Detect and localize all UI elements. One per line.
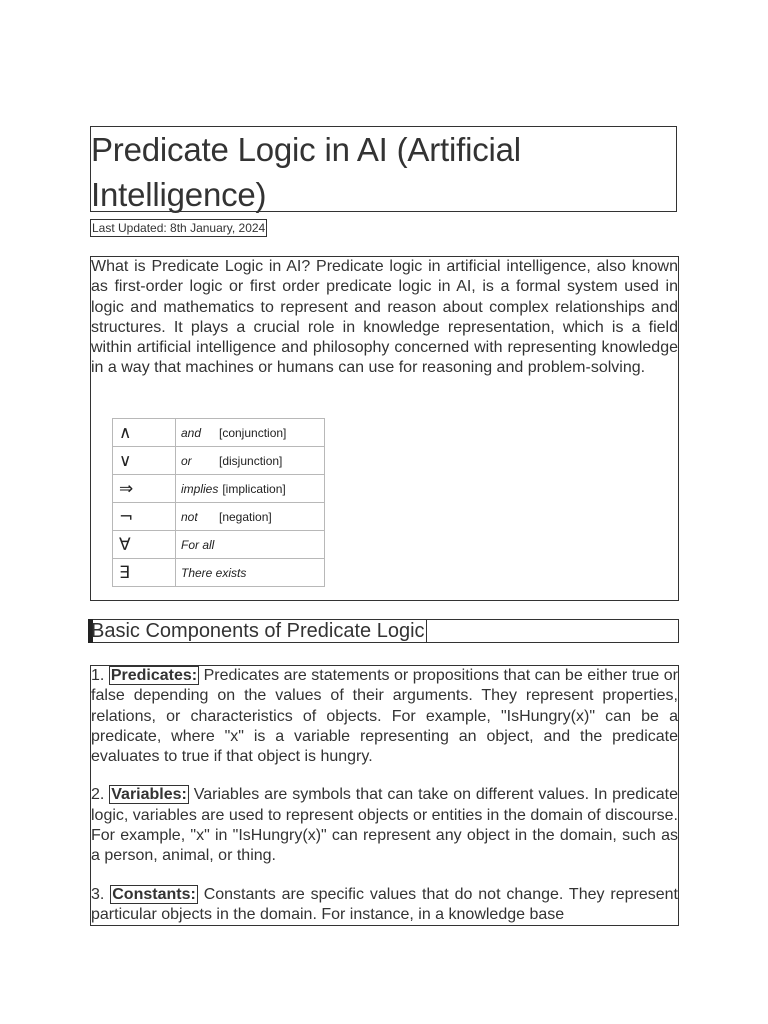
components-block [90, 665, 679, 926]
component-paragraph [91, 785, 678, 866]
operator-symbol: ¬ [113, 503, 176, 531]
page-title: Predicate Logic in AI (Artificial Intelligence) [91, 131, 521, 213]
section-heading: Basic Components of Predicate Logic [91, 620, 425, 642]
component-paragraph [91, 885, 678, 926]
operator-symbol: ∨ [113, 447, 176, 475]
table-row [113, 419, 325, 447]
operator-word: implies [181, 481, 219, 496]
component-text: Predicates are statements or propositions that can be either true or false depending on the values of their arguments. They represent properties, relations, or characteristics of objects. For example, "IsHungry(x)" can be a predicate, where "x" is a variable representing an object, and the predicate evaluates to true if that object is hungry. [91, 667, 678, 766]
operator-meaning: [conjunction] [219, 425, 287, 440]
operator-word: not [181, 509, 198, 524]
section-heading-block [90, 619, 679, 643]
operator-description [176, 531, 325, 559]
table-row [113, 559, 325, 587]
component-term: Variables: [111, 786, 187, 804]
operator-word: There exists [181, 565, 247, 580]
operator-word: and [181, 425, 202, 440]
operator-symbol: ∧ [113, 419, 176, 447]
table-row [113, 447, 325, 475]
component-text: Constants are specific values that do not change. They represent particular objects in the domain. For instance, in a knowledge base [91, 885, 678, 923]
component-term: Constants: [112, 885, 196, 903]
operator-word: or [181, 453, 192, 468]
table-row [113, 475, 325, 503]
component-number: 3. [91, 885, 105, 903]
component-text: Variables are symbols that can take on different values. In predicate logic, variables are used to represent objects or entities in the domain of discourse. For example, "x" in "IsHungry(x)" can represent any object in the domain, such as a person, animal, or thing. [91, 786, 678, 865]
operator-description [176, 475, 325, 503]
operator-description [176, 559, 325, 587]
operator-symbol: ⇒ [113, 475, 176, 503]
intro-paragraph: What is Predicate Logic in AI? Predicate logic in artificial intelligence, also known as first-order logic or first order predicate logic in AI, is a formal system used in logic and mathematics to represent and reason about complex relationships and structures. It plays a crucial role in knowledge representation, which is a field within artificial intelligence and philosophy concerned with representing knowledge in a way that machines or humans can use for reasoning and problem-solving. [91, 258, 678, 377]
operator-meaning: [negation] [219, 509, 272, 524]
operator-description [176, 447, 325, 475]
component-number: 1. [91, 667, 105, 684]
table-row [113, 503, 325, 531]
operator-description [176, 503, 325, 531]
title-block [90, 126, 677, 212]
operator-symbol: ∃ [113, 559, 176, 587]
component-paragraph [91, 666, 678, 767]
last-updated: Last Updated: 8th January, 2024 [92, 221, 266, 235]
logic-operators-table [112, 418, 325, 587]
intro-block [90, 256, 679, 601]
operator-symbol: ∀ [113, 531, 176, 559]
component-term: Predicates: [110, 667, 198, 684]
operator-description [176, 419, 325, 447]
table-row [113, 531, 325, 559]
operator-meaning: [disjunction] [219, 453, 283, 468]
component-number: 2. [91, 786, 105, 804]
operator-meaning: [implication] [222, 481, 286, 496]
operator-word: For all [181, 537, 215, 552]
